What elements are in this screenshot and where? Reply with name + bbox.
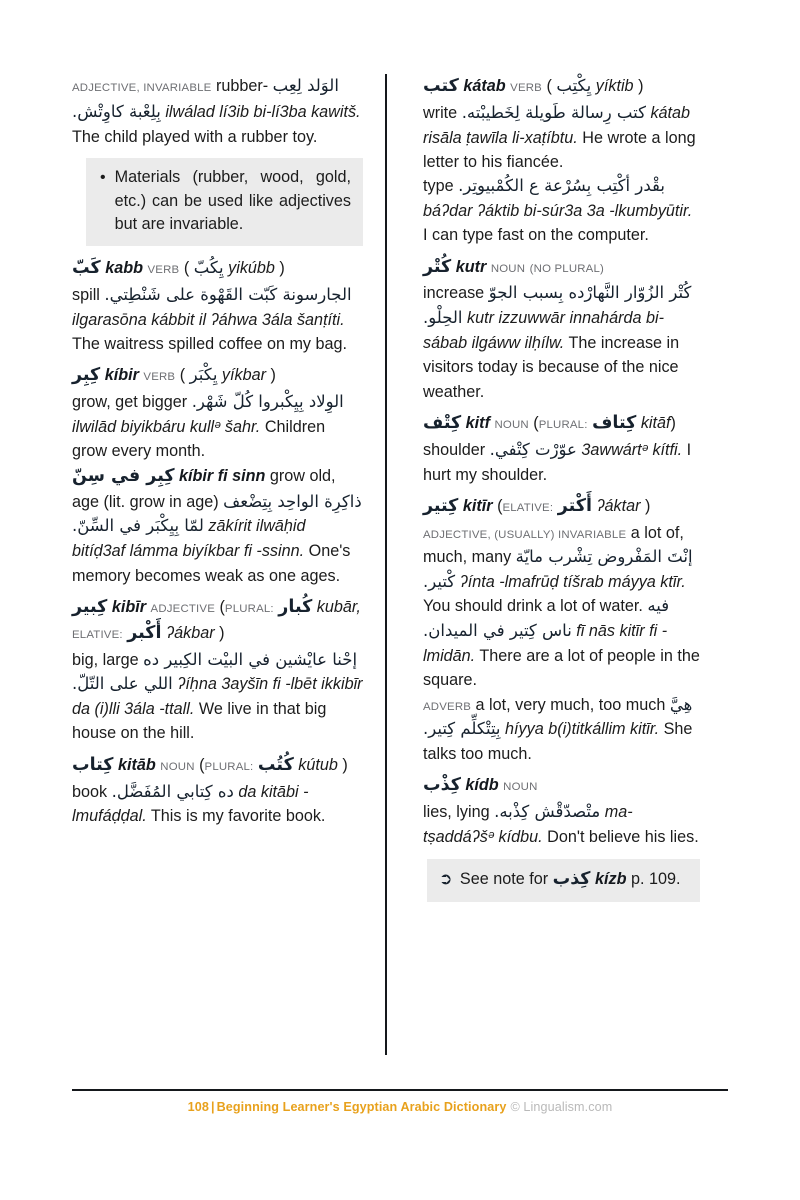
entry-kibir-verb bbox=[72, 363, 363, 588]
entry-body bbox=[72, 390, 363, 463]
headword-transliteration: kitāb bbox=[117, 755, 156, 774]
transliteration-text: 3awwártᵊ kítfi. bbox=[581, 440, 683, 459]
part-of-speech-label: VERB bbox=[143, 371, 176, 384]
gloss-text: type bbox=[423, 177, 454, 196]
entry-body bbox=[72, 648, 363, 746]
arabic-example-text: إحْنا عايْشين في البيْت الكِبير ده اللي على التّلّ. bbox=[72, 649, 358, 694]
gloss-text: lies, lying bbox=[423, 803, 490, 822]
english-translation: This is my favorite book. bbox=[150, 807, 326, 826]
page-number: 108 bbox=[187, 1100, 209, 1114]
elative-label: ELATIVE: bbox=[72, 628, 123, 641]
entry-body bbox=[423, 438, 700, 487]
part-of-speech-label: VERB bbox=[147, 263, 180, 276]
elative-arabic: أَكْتر bbox=[557, 495, 592, 516]
sub-entry-transliteration: kíbir fi sinn bbox=[179, 467, 266, 486]
headword-transliteration: kibīr bbox=[111, 597, 147, 616]
entry-katab bbox=[423, 74, 700, 248]
gloss-text: a lot, very much, too much bbox=[475, 695, 666, 714]
entry-kitf bbox=[423, 411, 700, 487]
plural-transliteration: kitāf bbox=[640, 413, 671, 432]
footer-divider bbox=[72, 1089, 728, 1091]
part-of-speech-label: ADJECTIVE, (USUALLY) INVARIABLE bbox=[423, 528, 627, 541]
plural-arabic: كُبار bbox=[278, 596, 313, 617]
part-of-speech-label: NOUN bbox=[160, 760, 195, 773]
headword-arabic: كتب bbox=[423, 76, 459, 96]
literal-gloss: (lit. grow in age) bbox=[103, 492, 219, 511]
gloss-text: grow old, age bbox=[72, 467, 336, 511]
paren-open: ( bbox=[546, 77, 552, 95]
entry-kitir bbox=[423, 494, 700, 767]
headword-transliteration: kitf bbox=[465, 413, 490, 432]
entry-headline bbox=[423, 411, 700, 437]
see-also-arrow-icon: ➲ bbox=[439, 871, 453, 889]
paren-open: ( bbox=[219, 597, 225, 616]
headword-arabic: كِتاب bbox=[72, 754, 114, 775]
headword-arabic: كِتير bbox=[423, 495, 459, 516]
entry-headline bbox=[72, 753, 363, 779]
arabic-example-text: كتب رِسالة طَويلة لِخَطيبْته. bbox=[461, 102, 646, 122]
arabic-example-text: إنْتَ المَفْروض تِشْرب مايّة كْتير. bbox=[423, 546, 693, 591]
entry-rubber-continued bbox=[72, 74, 363, 149]
inflection-arabic: يِكُبّ bbox=[193, 257, 224, 277]
paren-close: ) bbox=[270, 366, 276, 385]
headword-arabic: كُتْر bbox=[423, 256, 452, 277]
transliteration-text: híyya b(i)titkállim kitīr. bbox=[505, 720, 660, 739]
paren-open: ( bbox=[497, 496, 503, 515]
paren-close: ) bbox=[279, 258, 285, 277]
arabic-example-text: متْصدّقْش كِذْبه. bbox=[494, 802, 601, 822]
note-text: Materials (rubber, wood, gold, etc.) can be used like adjectives but are invariable. bbox=[114, 168, 351, 234]
entry-kitab bbox=[72, 753, 363, 829]
transliteration-text: fī nās kitīr fi -lmidān. bbox=[423, 622, 668, 665]
arabic-example-text: بقْدر أكْتِب بِسُرْعة ع الكُمْبيوتِر. bbox=[458, 176, 665, 196]
cross-reference-page: p. 109. bbox=[630, 870, 681, 889]
elative-label: ELATIVE: bbox=[502, 501, 554, 514]
part-of-speech-label: NOUN bbox=[494, 418, 529, 431]
english-translation: The increase in visitors today is because of the nice weather. bbox=[423, 333, 680, 401]
entry-headline bbox=[72, 363, 363, 389]
entry-body bbox=[72, 283, 363, 356]
plural-label: PLURAL: bbox=[538, 418, 588, 431]
entry-body bbox=[72, 780, 363, 829]
entry-headline bbox=[423, 255, 700, 281]
gloss-text: grow, get bigger bbox=[72, 393, 188, 412]
english-translation: She talks too much. bbox=[423, 720, 693, 764]
entry-body bbox=[423, 800, 700, 849]
headword-arabic: كِبير bbox=[72, 596, 108, 617]
headword-arabic: كِذْب bbox=[423, 775, 461, 796]
paren-close: ) bbox=[219, 623, 225, 642]
headword-transliteration: kídb bbox=[465, 776, 499, 795]
transliteration-text: báʔdar ʔáktib bi-súr3a 3a -lkumbyūtir. bbox=[423, 201, 693, 220]
entry-adverb-sense bbox=[423, 693, 700, 767]
footer-separator: | bbox=[210, 1100, 215, 1114]
headword-arabic: كِتْف bbox=[423, 412, 462, 433]
plural-arabic: كِتاف bbox=[592, 412, 637, 433]
gloss-text: a lot of, much, many bbox=[423, 523, 684, 566]
gloss-text: write bbox=[423, 103, 458, 122]
english-translation: I can type fast on the computer. bbox=[423, 226, 649, 245]
plural-transliteration: kútub bbox=[298, 755, 338, 774]
transliteration-text: zākírit ilwāḥid bitíḍ3af lámma biyíkbar fi -ssinn. bbox=[72, 517, 306, 561]
part-of-speech-label: VERB bbox=[510, 82, 542, 94]
paren-open: ( bbox=[199, 755, 205, 774]
arabic-example-text: بِلِعْبة كاوِتْش. bbox=[72, 101, 161, 121]
sub-entry bbox=[72, 463, 363, 587]
entry-body bbox=[423, 101, 700, 174]
part-of-speech-label: NOUN bbox=[490, 262, 526, 275]
cross-reference-arabic: كِذب bbox=[552, 869, 591, 890]
transliteration-text: ilwálad lí3ib bi-lí3ba kawitš. bbox=[165, 102, 361, 121]
part-of-speech-label: ADJECTIVE, INVARIABLE bbox=[72, 82, 212, 94]
entry-kutr bbox=[423, 255, 700, 404]
entry-kabb bbox=[72, 256, 363, 356]
inflection-transliteration: yíktib bbox=[595, 77, 634, 95]
transliteration-text: ilwilād biyikbáru kullᵊ šahr. bbox=[72, 417, 261, 436]
two-column-body bbox=[72, 74, 732, 1059]
cross-reference-box[interactable] bbox=[427, 859, 700, 901]
page-footer bbox=[0, 1100, 800, 1114]
transliteration-text: ʔíḥna 3ayšīn fi -lbēt ikkibīr da (i)lli 3ála -ttall. bbox=[72, 675, 363, 719]
arabic-example-text: ده كِتابي المُفَضَّل. bbox=[111, 781, 234, 801]
english-translation: One's memory becomes weak as one ages. bbox=[72, 542, 351, 585]
arabic-example-text: عوّرْت كِتْفي. bbox=[489, 439, 577, 459]
entry-headline bbox=[72, 74, 363, 99]
paren-open: ( bbox=[183, 258, 190, 277]
entry-headline bbox=[72, 595, 363, 647]
paren-close: ) bbox=[645, 496, 651, 515]
plural-label: PLURAL: bbox=[204, 760, 254, 773]
book-title: Beginning Learner's Egyptian Arabic Dictionary bbox=[216, 1100, 507, 1114]
inflection-arabic: يِكْبَر bbox=[189, 365, 218, 385]
entry-body bbox=[423, 281, 700, 403]
paren-open: ( bbox=[533, 413, 539, 432]
grammar-note-box bbox=[86, 158, 363, 246]
entry-headline bbox=[423, 74, 700, 100]
column-divider bbox=[385, 74, 387, 1055]
transliteration-text: ʔínta -lmafrūḍ tíšrab máyya ktīr. bbox=[459, 572, 686, 591]
inflection-transliteration: yíkbar bbox=[221, 366, 267, 385]
entry-headline bbox=[423, 494, 700, 520]
elative-arabic: أَكْبر bbox=[127, 622, 162, 643]
transliteration-text: kátab risāla ṭawīla li-xaṭíbtu. bbox=[423, 103, 691, 147]
arabic-example-text: كُتْر الزُوّار النَّهارْده بِسبب الجوّ الحِلْو. bbox=[423, 283, 692, 328]
sub-entry-arabic: كِبِر في سِنّ bbox=[72, 466, 175, 487]
english-translation: We live in that big house on the hill. bbox=[72, 700, 327, 743]
paren-open: ( bbox=[179, 366, 186, 385]
gloss-text: shoulder bbox=[423, 440, 486, 459]
part-of-speech-label: ADVERB bbox=[423, 700, 472, 713]
headword-transliteration: kíbir bbox=[104, 366, 139, 385]
gloss-text: increase bbox=[423, 284, 485, 303]
entry-kidb bbox=[423, 773, 700, 849]
entry-headline bbox=[423, 773, 700, 799]
paren-close: ) bbox=[342, 755, 348, 774]
arabic-example-text: فيه ناس كِتير في الميدان. bbox=[423, 596, 670, 641]
english-translation: There are a lot of people in the square. bbox=[423, 646, 700, 690]
cross-reference-transliteration: kízb bbox=[594, 870, 627, 889]
right-column bbox=[395, 74, 700, 1059]
entry-body bbox=[72, 100, 363, 149]
gloss-text: big, large bbox=[72, 650, 139, 669]
arabic-example-text: الجارسونة كَبّت القَهْوة على شَنْطِتي. bbox=[104, 284, 352, 304]
left-column bbox=[72, 74, 377, 1059]
inflection-arabic: يِكْتِب bbox=[556, 76, 592, 95]
plural-label: PLURAL: bbox=[224, 602, 274, 615]
arabic-example-text: الوَلد لِعِب bbox=[272, 76, 339, 95]
transliteration-text: da kitābi -lmufáḍḍal. bbox=[72, 782, 309, 826]
gloss-text: book bbox=[72, 782, 108, 801]
arabic-example-text: هِيَّ بِتِتْكلِّم كِتير. bbox=[423, 694, 693, 739]
transliteration-text: ilgarasōna kábbit il ʔáhwa 3ála šanṭíti. bbox=[72, 310, 345, 329]
transliteration-text: kutr izzuwwār innahárda bi-sábab ilgáww ilḥílw. bbox=[423, 309, 665, 352]
plural-note-label: (NO PLURAL) bbox=[529, 262, 605, 275]
english-translation: I hurt my shoulder. bbox=[423, 440, 692, 484]
arabic-example-text: الوِلاد بِيِكْبروا كُلّ شَهْر. bbox=[191, 392, 344, 412]
part-of-speech-label: ADJECTIVE bbox=[150, 602, 216, 615]
headword-transliteration: kutr bbox=[455, 257, 487, 276]
entry-sense-2 bbox=[423, 174, 700, 247]
elative-transliteration: ʔáktar bbox=[596, 496, 641, 515]
headword-transliteration: kitīr bbox=[462, 496, 493, 515]
part-of-speech-label: NOUN bbox=[503, 781, 538, 794]
english-translation: Don't believe his lies. bbox=[547, 828, 699, 847]
paren-close: ) bbox=[670, 413, 676, 432]
copyright-notice: © Lingualism.com bbox=[510, 1100, 613, 1114]
gloss-text: spill bbox=[72, 285, 100, 304]
arabic-example-text: ذاكِرِة الواحِد بِتِضْعف لمّا بِيِكْبَر في السِّنّ. bbox=[72, 491, 362, 536]
entry-body bbox=[423, 521, 700, 693]
headword-arabic: كَبّ bbox=[72, 257, 101, 278]
paren-close: ) bbox=[638, 77, 644, 95]
plural-transliteration: kubār, bbox=[316, 597, 361, 616]
plural-arabic: كُتُب bbox=[257, 754, 294, 775]
cross-reference-prefix: See note for bbox=[459, 870, 549, 889]
inflection-transliteration: yikúbb bbox=[228, 258, 275, 277]
elative-transliteration: ʔákbar bbox=[166, 623, 215, 642]
english-translation: The waitress spilled coffee on my bag. bbox=[72, 334, 348, 353]
english-translation: He wrote a long letter to his fiancée. bbox=[423, 128, 696, 171]
entry-headline bbox=[72, 256, 363, 282]
entry-kibir-adjective bbox=[72, 595, 363, 746]
headword-arabic: كِبِر bbox=[72, 365, 101, 386]
headword-transliteration: kátab bbox=[463, 77, 506, 95]
headword-transliteration: kabb bbox=[105, 258, 143, 277]
bullet-icon: • bbox=[100, 169, 106, 187]
english-translation: Children grow every month. bbox=[72, 417, 326, 461]
transliteration-text: ma-tṣaddáʔšᵊ kídbu. bbox=[423, 803, 633, 847]
english-translation: The child played with a rubber toy. bbox=[72, 127, 318, 146]
english-translation: You should drink a lot of water. bbox=[423, 597, 643, 616]
gloss-text: rubber- bbox=[215, 77, 269, 95]
